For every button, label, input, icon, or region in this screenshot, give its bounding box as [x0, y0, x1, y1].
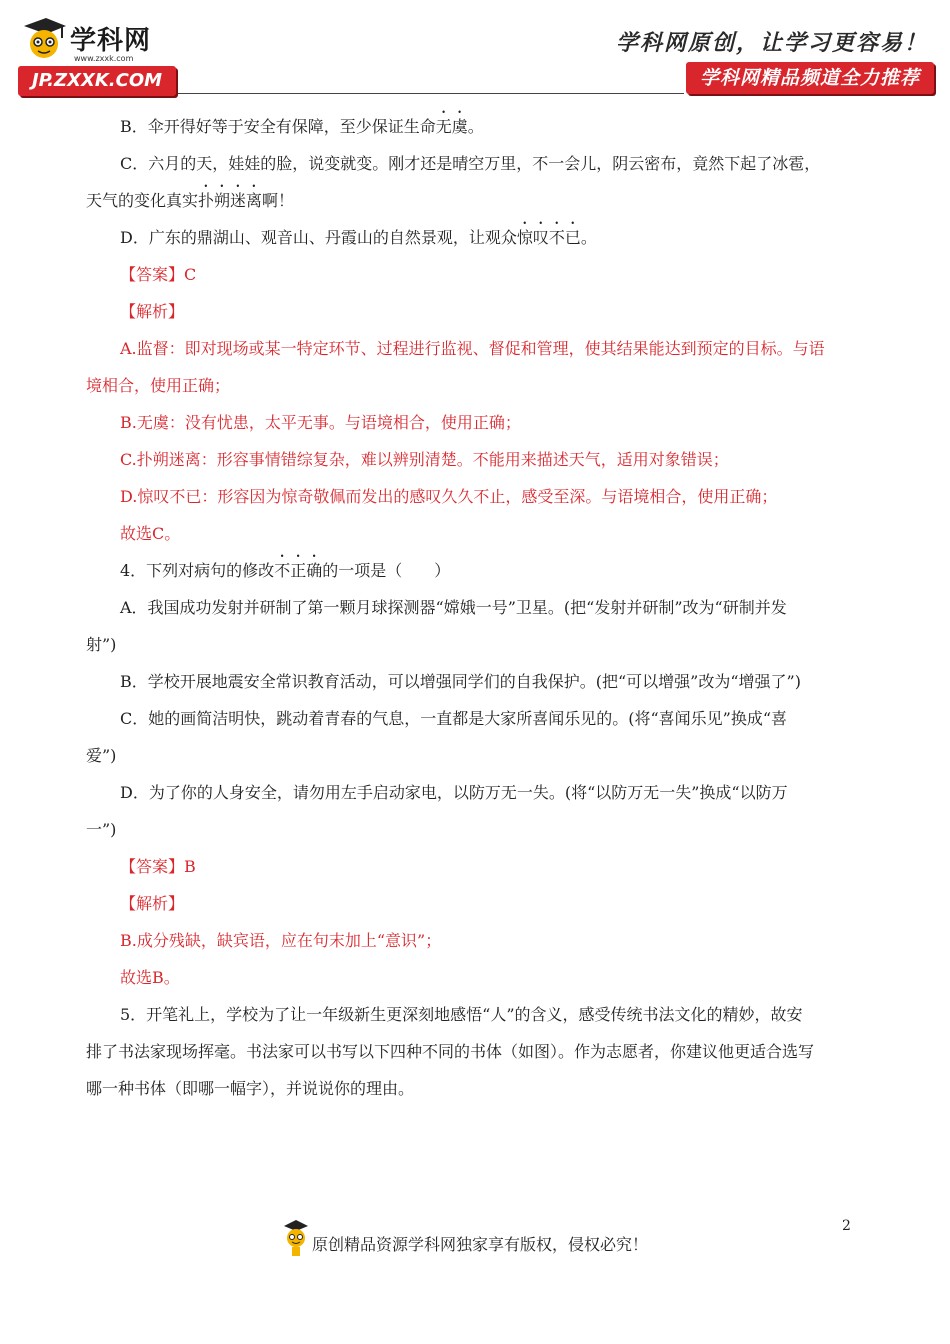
q3-option-b: B．伞开得好等于安全有保障，至少保证生命无虞。 [120, 117, 484, 136]
q4-option-d-line2: 一”) [86, 820, 117, 839]
q4-stem: 4．下列对病句的修改不正确的一项是（ ） [120, 561, 451, 580]
q4-option-d-line1: D．为了你的人身安全，请勿用左手启动家电，以防万无一失。(将“以防万无一失”换成“以防万 [120, 783, 788, 802]
page-number: 2 [842, 1218, 851, 1234]
q3-option-d: D．广东的鼎湖山、观音山、丹霞山的自然景观，让观众惊叹不已。 [120, 228, 597, 247]
q4-analysis-label: 【解析】 [120, 894, 185, 913]
q3-analysis-a-line1: A.监督：即对现场或某一特定环节、过程进行监视、督促和管理，使其结果能达到预定的目标。与语 [120, 339, 825, 358]
q4-conclusion: 故选B。 [120, 968, 180, 987]
site-logo [18, 14, 183, 98]
q4-option-b: B．学校开展地震安全常识教育活动，可以增强同学们的自我保护。(把“可以增强”改为“增强了”) [120, 672, 801, 691]
q4-option-c-line1: C．她的画简洁明快，跳动着青春的气息，一直都是大家所喜闻乐见的。(将“喜闻乐见”换成“喜 [120, 709, 788, 728]
q3-conclusion: 故选C。 [120, 524, 181, 543]
logo-url: www.zxxk.com [74, 54, 134, 63]
q5-line2: 排了书法家现场挥毫。书法家可以书写以下四种不同的书体（如图）。作为志愿者，你建议他更适合选写 [86, 1042, 815, 1061]
q3-analysis-b: B.无虞：没有忧患，太平无事。与语境相合，使用正确； [120, 413, 521, 432]
q4-option-c-line2: 爱”) [86, 746, 117, 765]
header-divider [178, 93, 684, 94]
q3-option-c-line2: 天气的变化真实扑朔迷离啊！ [86, 191, 295, 210]
q4-option-a-line1: A．我国成功发射并研制了第一颗月球探测器“嫦娥一号”卫星。(把“发射并研制”改为“研制并发 [120, 598, 787, 617]
q3-analysis-a-line2: 境相合，使用正确； [86, 376, 231, 395]
footer-copyright: 原创精品资源学科网独家享有版权，侵权必究！ [312, 1235, 649, 1254]
mascot-icon [20, 16, 68, 62]
q4-option-a-line2: 射”) [86, 635, 117, 654]
q3-option-c-line1: C．六月的天，娃娃的脸，说变就变。刚才还是晴空万里，不一会儿，阴云密布，竟然下起了冰雹， [120, 154, 821, 173]
document-body [86, 108, 862, 1107]
q4-analysis: B.成分残缺，缺宾语，应在句末加上“意识”； [120, 931, 442, 950]
header-slogan: 学科网原创，让学习更容易！ [615, 30, 928, 56]
q3-analysis-c: C.扑朔迷离：形容事情错综复杂，难以辨别清楚。不能用来描述天气，适用对象错误； [120, 450, 729, 469]
q3-answer: 【答案】C [120, 265, 197, 284]
mascot-icon [282, 1218, 310, 1258]
logo-banner: JP.ZXXK.COM [18, 66, 176, 96]
logo-name: 学科网 [70, 26, 152, 56]
q3-analysis-d: D.惊叹不已：形容因为惊奇敬佩而发出的感叹久久不止，感受至深。与语境相合，使用正确； [120, 487, 778, 506]
channel-banner: 学科网精品频道全力推荐 [686, 62, 934, 94]
q5-line3: 哪一种书体（即哪一幅字），并说说你的理由。 [86, 1079, 415, 1098]
q4-answer: 【答案】B [120, 857, 196, 876]
q5-line1: 5．开笔礼上，学校为了让一年级新生更深刻地感悟“人”的含义，感受传统书法文化的精妙，故安 [120, 1005, 803, 1024]
q3-analysis-label: 【解析】 [120, 302, 185, 321]
